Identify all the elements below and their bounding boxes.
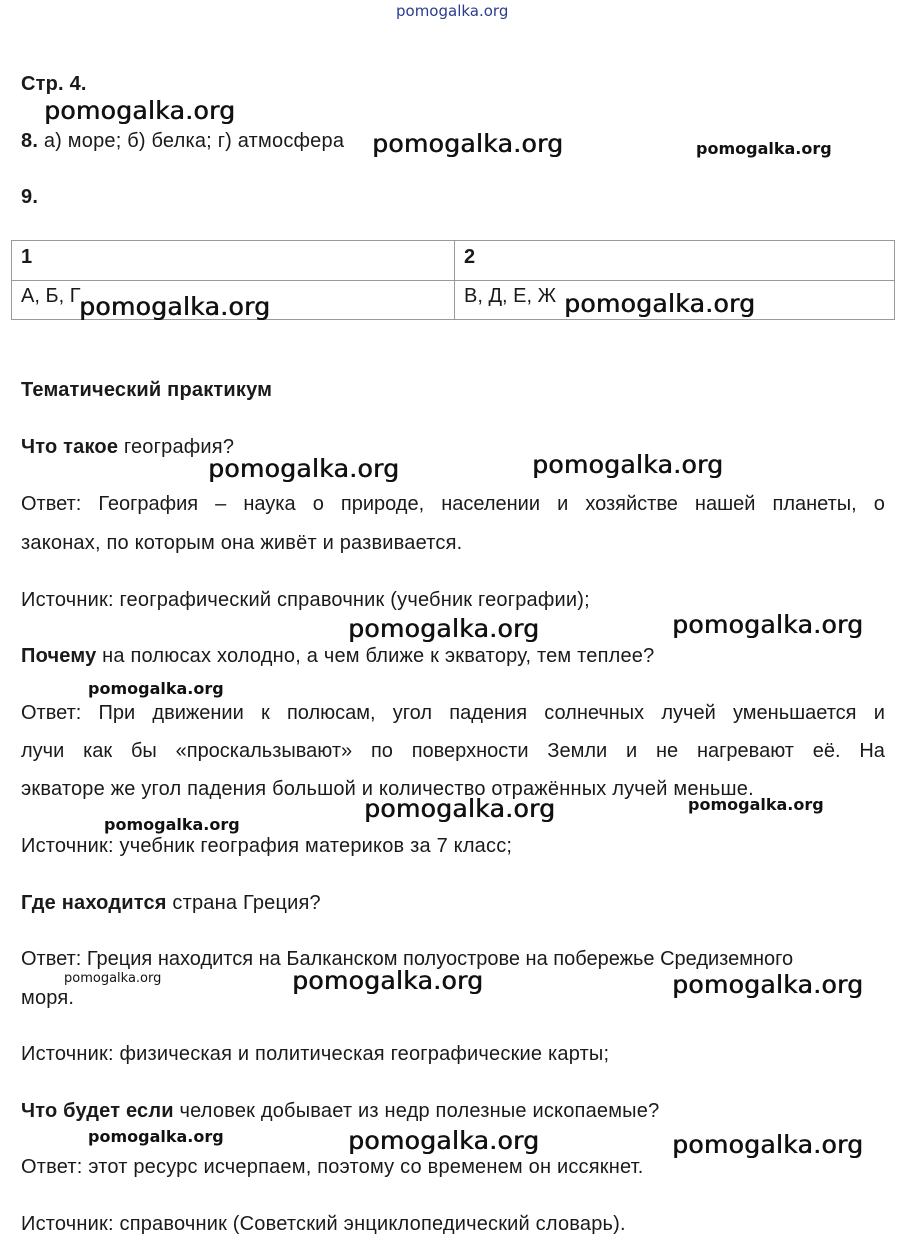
word: падения (449, 702, 528, 724)
word: полюсам, (286, 702, 376, 724)
word: нагревают (696, 740, 794, 762)
word: о (312, 493, 324, 515)
word: о (873, 493, 885, 515)
question-4 (21, 1100, 659, 1123)
word: природе, (340, 493, 425, 515)
watermark[interactable]: pomogalka.org (292, 966, 484, 995)
question-1 (21, 436, 234, 459)
word: уменьшается (733, 702, 857, 724)
watermark[interactable]: pomogalka.org (372, 129, 564, 158)
task-8-number: 8. (21, 130, 39, 152)
watermark[interactable]: pomogalka.org (79, 292, 271, 321)
watermark[interactable]: pomogalka.org (348, 614, 540, 643)
question-4-text: человек добывает из недр полезные ископаемые? (173, 1100, 660, 1122)
watermark[interactable]: pomogalka.org (348, 1126, 540, 1155)
word: Ответ: (21, 493, 82, 515)
answer-2-line-1 (21, 702, 885, 725)
word: угол (392, 702, 433, 724)
header-watermark[interactable]: pomogalka.org (396, 2, 509, 20)
word: движении (152, 702, 244, 724)
word: На (859, 740, 885, 762)
watermark[interactable]: pomogalka.org (672, 1130, 864, 1159)
watermark[interactable]: pomogalka.org (208, 454, 400, 483)
question-2-keyword: Почему (21, 645, 97, 667)
source-3: Источник: физическая и политическая географические карты; (21, 1043, 610, 1065)
word: не (655, 740, 679, 762)
word: наука (243, 493, 296, 515)
table-divider (12, 280, 894, 281)
table-header-2: 2 (464, 246, 476, 268)
word: География (98, 493, 199, 515)
answer-4: Ответ: этот ресурс исчерпаем, поэтому со временем он иссякнет. (21, 1156, 644, 1178)
word: хозяйстве (585, 493, 678, 515)
word: лучи (21, 740, 65, 762)
word: «проскальзывают» (175, 740, 353, 762)
question-1-keyword: Что такое (21, 436, 119, 458)
watermark[interactable]: pomogalka.org (88, 679, 224, 698)
word: солнечных (544, 702, 645, 724)
answer-3-line-2: моря. (21, 987, 75, 1009)
task-8 (21, 130, 344, 153)
word: – (215, 493, 227, 515)
watermark[interactable]: pomogalka.org (564, 289, 756, 318)
table-cell-2: В, Д, Е, Ж (464, 285, 557, 307)
watermark[interactable]: pomogalka.org (88, 1127, 224, 1146)
watermark[interactable]: pomogalka.org (688, 795, 824, 814)
word: и (873, 702, 885, 724)
question-1-text: география? (118, 436, 235, 458)
watermark[interactable]: pomogalka.org (672, 610, 864, 639)
page-label: Стр. 4. (21, 73, 87, 95)
word: лучей (661, 702, 716, 724)
word: по (370, 740, 393, 762)
word: планеты, (772, 493, 857, 515)
word: бы (130, 740, 157, 762)
source-1: Источник: географический справочник (учебник географии); (21, 589, 590, 611)
table-header-1: 1 (21, 246, 33, 268)
word: как (83, 740, 113, 762)
word: Ответ: (21, 702, 82, 724)
question-3-text: страна Греция? (166, 892, 321, 914)
section-title: Тематический практикум (21, 379, 273, 401)
table-cell-1: А, Б, Г (21, 285, 81, 307)
word: к (260, 702, 270, 724)
question-3-keyword: Где находится (21, 892, 167, 914)
watermark[interactable]: pomogalka.org (104, 815, 240, 834)
word: населении (441, 493, 541, 515)
question-3 (21, 892, 321, 915)
watermark[interactable]: pomogalka.org (64, 971, 162, 986)
word: и (557, 493, 569, 515)
answer-1-line-1 (21, 493, 885, 516)
answer-2-line-3: экваторе же угол падения большой и количество отражённых лучей меньше. (21, 778, 754, 800)
question-2-text: на полюсах холодно, а чем ближе к экватору, тем теплее? (96, 645, 655, 667)
task-8-answer: а) море; б) белка; г) атмосфера (43, 130, 345, 152)
watermark[interactable]: pomogalka.org (364, 794, 556, 823)
task-9-number: 9. (21, 186, 39, 208)
word: поверхности (411, 740, 529, 762)
word: и (626, 740, 638, 762)
question-2 (21, 645, 654, 668)
word: её. (812, 740, 841, 762)
watermark[interactable]: pomogalka.org (532, 450, 724, 479)
source-2: Источник: учебник география материков за 7 класс; (21, 835, 513, 857)
watermark[interactable]: pomogalka.org (672, 970, 864, 999)
answer-1-line-2: законах, по которым она живёт и развивается. (21, 532, 463, 554)
answer-2-line-2 (21, 740, 885, 763)
watermark[interactable]: pomogalka.org (44, 96, 236, 125)
word: Земли (547, 740, 608, 762)
question-4-keyword: Что будет если (21, 1100, 174, 1122)
answer-3-line-1: Ответ: Греция находится на Балканском полуострове на побережье Средиземного (21, 948, 794, 970)
watermark[interactable]: pomogalka.org (696, 139, 832, 158)
word: При (98, 702, 136, 724)
source-4: Источник: справочник (Советский энциклопедический словарь). (21, 1213, 626, 1235)
word: нашей (694, 493, 756, 515)
